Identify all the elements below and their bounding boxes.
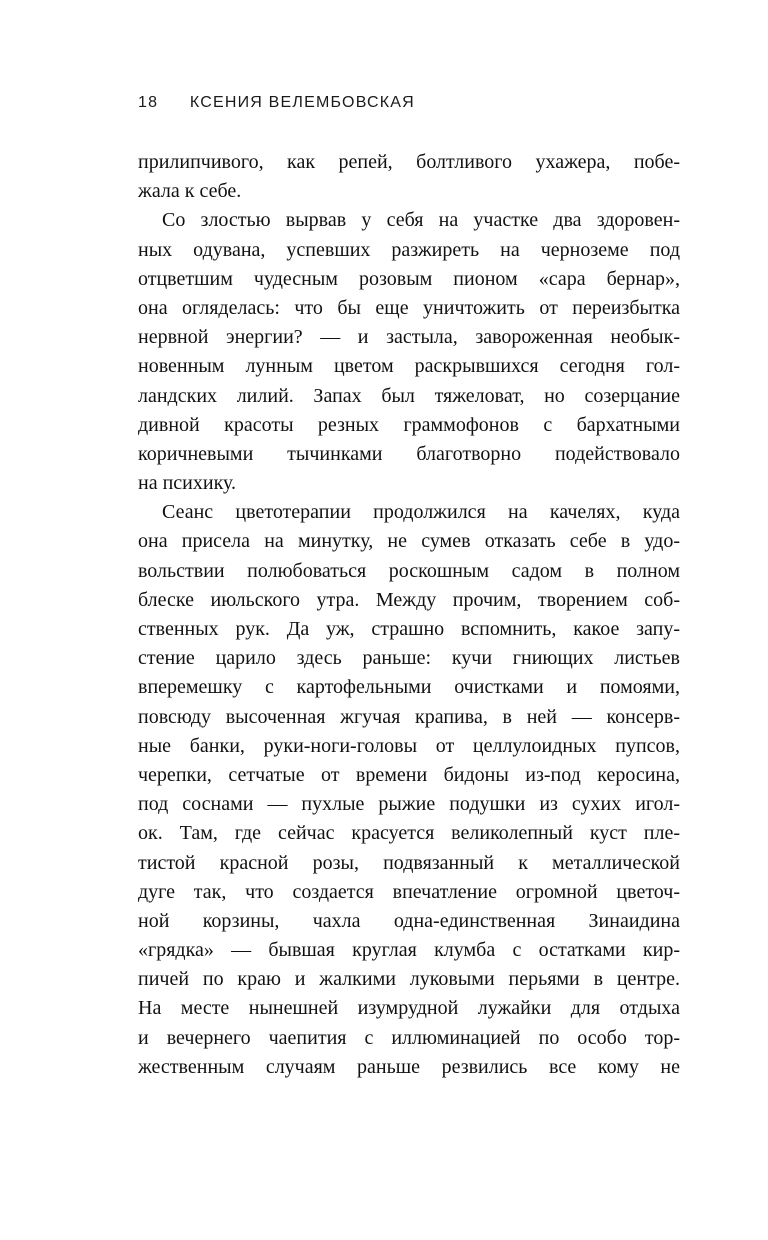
text-line: ственных рук. Да уж, страшно вспомнить, какое запу- [138, 618, 680, 640]
paragraph [138, 498, 680, 1082]
text-line: жественным случаям раньше резвились все кому не [138, 1055, 680, 1078]
running-title: КСЕНИЯ ВЕЛЕМБОВСКАЯ [189, 94, 415, 111]
text-line: вольствии полюбоваться роскошным садом в полном [138, 559, 680, 582]
text-line: жала к себе. [138, 180, 242, 203]
text-line: повсюду высоченная жгучая крапива, в ней — консерв- [138, 705, 680, 728]
text-line: отцветшим чудесным розовым пионом «сара бернар», [138, 267, 680, 290]
text-line: черепки, сетчатые от времени бидоны из-под керосина, [138, 763, 680, 786]
text-line: На месте нынешней изумрудной лужайки для отдыха [138, 997, 680, 1020]
text-line: коричневыми тычинками благотворно подействовало [138, 442, 680, 465]
running-header [138, 94, 688, 120]
text-line: она огляделась: что бы еще уничтожить от переизбытка [138, 296, 680, 319]
text-line: дивной красоты резных граммофонов с бархатными [138, 413, 680, 436]
text-line: тистой красной розы, подвязанный к металлической [138, 851, 680, 874]
text-line: нервной энергии? — и застыла, завороженная необык- [138, 326, 680, 349]
text-line: под соснами — пухлые рыжие подушки из сухих игол- [138, 793, 680, 816]
text-line: ные банки, руки-ноги-головы от целлулоидных пупсов, [138, 734, 680, 757]
body-text [138, 148, 680, 1082]
text-line: дуге так, что создается впечатление огромной цветоч- [138, 880, 680, 903]
text-line: Сеанс цветотерапии продолжился на качелях, куда [162, 501, 680, 524]
text-line: она присела на минутку, не сумев отказать себе в удо- [138, 530, 680, 553]
paragraph [138, 206, 680, 498]
text-line: ландских лилий. Запах был тяжеловат, но созерцание [138, 384, 680, 407]
text-line: Со злостью вырвав у себя на участке два здоровен- [162, 209, 680, 232]
text-line: вперемешку с картофельными очистками и помоями, [138, 676, 680, 699]
page-number: 18 [138, 94, 159, 111]
text-line: прилипчивого, как репей, болтливого ухажера, побе- [138, 151, 680, 173]
text-line: пичей по краю и жалкими луковыми перьями в центре. [138, 968, 680, 991]
paragraph [138, 148, 680, 206]
text-line: стение царило здесь раньше: кучи гниющих листьев [138, 647, 680, 670]
text-line: новенным лунным цветом раскрывшихся сегодня гол- [138, 355, 680, 378]
text-line: «грядка» — бывшая круглая клумба с остатками кир- [138, 939, 680, 962]
text-line: блеске июльского утра. Между прочим, творением соб- [138, 588, 680, 611]
text-line: на психику. [138, 472, 236, 495]
text-line: ной корзины, чахла одна-единственная Зинаидина [138, 909, 680, 932]
text-line: и вечернего чаепития с иллюминацией по особо тор- [138, 1026, 680, 1049]
text-line: ок. Там, где сейчас красуется великолепный куст пле- [138, 822, 680, 845]
text-line: ных одувана, успевших разжиреть на черноземе под [138, 238, 680, 261]
